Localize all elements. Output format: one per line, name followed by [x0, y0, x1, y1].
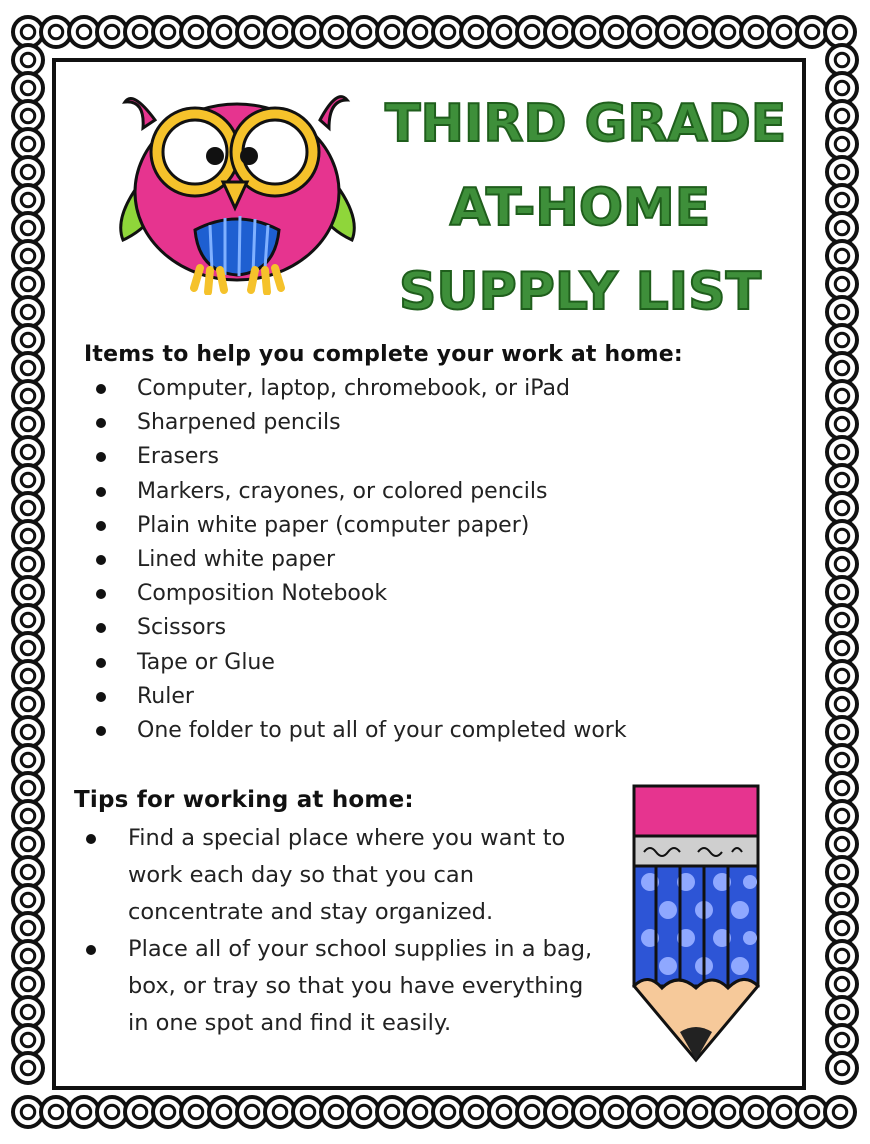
- border-loop: [69, 1097, 99, 1127]
- border-loop: [769, 17, 799, 47]
- border-loop: [13, 1053, 43, 1083]
- border-loop: [13, 605, 43, 635]
- border-loop: [293, 1097, 323, 1127]
- border-loop: [827, 409, 857, 439]
- border-loop: [827, 437, 857, 467]
- supply-item: Ruler: [96, 680, 627, 714]
- border-loop: [13, 17, 43, 47]
- border-loop: [13, 157, 43, 187]
- owl-illustration: [115, 80, 360, 295]
- border-loop: [13, 325, 43, 355]
- border-loop: [827, 913, 857, 943]
- border-loop: [601, 17, 631, 47]
- border-loop: [827, 353, 857, 383]
- border-loop: [629, 17, 659, 47]
- border-loop: [827, 213, 857, 243]
- border-loop: [629, 1097, 659, 1127]
- supply-item: Tape or Glue: [96, 646, 627, 680]
- border-loop: [489, 17, 519, 47]
- border-loop: [827, 297, 857, 327]
- border-loop: [13, 885, 43, 915]
- border-loop: [769, 1097, 799, 1127]
- border-loop: [713, 1097, 743, 1127]
- border-loop: [97, 1097, 127, 1127]
- border-loop: [13, 913, 43, 943]
- border-loop: [41, 17, 71, 47]
- border-loop: [573, 1097, 603, 1127]
- border-loop: [209, 17, 239, 47]
- border-loop: [827, 129, 857, 159]
- border-loop: [13, 633, 43, 663]
- supply-item: Markers, crayones, or colored pencils: [96, 475, 627, 509]
- supply-item: Composition Notebook: [96, 577, 627, 611]
- pencil-illustration: [628, 782, 768, 1064]
- border-loop: [827, 45, 857, 75]
- border-loop: [657, 17, 687, 47]
- border-loop: [741, 1097, 771, 1127]
- supplies-list: [96, 372, 627, 748]
- border-loop: [827, 829, 857, 859]
- border-loop: [13, 73, 43, 103]
- title-line-1: THIRD GRADE: [385, 94, 787, 154]
- border-loop: [741, 17, 771, 47]
- border-loop: [13, 381, 43, 411]
- border-loop: [13, 857, 43, 887]
- border-loop: [13, 717, 43, 747]
- border-loop: [827, 1025, 857, 1055]
- border-loop: [827, 577, 857, 607]
- border-loop: [545, 17, 575, 47]
- border-loop: [827, 969, 857, 999]
- border-loop: [181, 1097, 211, 1127]
- border-loop: [461, 17, 491, 47]
- border-loop: [517, 1097, 547, 1127]
- title-line-2: AT-HOME: [449, 178, 711, 238]
- border-loop: [827, 661, 857, 691]
- border-loop: [657, 1097, 687, 1127]
- border-loop: [13, 829, 43, 859]
- border-loop: [827, 465, 857, 495]
- border-loop: [13, 661, 43, 691]
- border-loop: [13, 773, 43, 803]
- border-loop: [377, 17, 407, 47]
- border-loop: [13, 493, 43, 523]
- border-loop: [13, 409, 43, 439]
- border-loop: [685, 17, 715, 47]
- border-loop: [489, 1097, 519, 1127]
- border-loop: [41, 1097, 71, 1127]
- border-loop: [827, 745, 857, 775]
- tip-item: Place all of your school supplies in a bag, box, or tray so that you have everything in one spot and find it easily.: [86, 931, 596, 1042]
- border-loop: [13, 521, 43, 551]
- border-loop: [827, 521, 857, 551]
- tips-heading: Tips for working at home:: [74, 787, 414, 813]
- border-loop: [827, 857, 857, 887]
- border-loop: [827, 605, 857, 635]
- border-loop: [321, 1097, 351, 1127]
- border-loop: [13, 1025, 43, 1055]
- title-line-3: SUPPLY LIST: [398, 262, 762, 322]
- border-loop: [13, 689, 43, 719]
- border-loop: [13, 969, 43, 999]
- border-loop: [237, 17, 267, 47]
- border-loop: [13, 745, 43, 775]
- border-loop: [125, 1097, 155, 1127]
- tips-list: [86, 820, 596, 1042]
- border-loop: [13, 941, 43, 971]
- border-loop: [405, 17, 435, 47]
- supply-item: Scissors: [96, 611, 627, 645]
- border-loop: [13, 1097, 43, 1127]
- border-loop: [797, 1097, 827, 1127]
- border-loop: [827, 773, 857, 803]
- border-loop: [433, 1097, 463, 1127]
- border-loop: [433, 17, 463, 47]
- border-loop: [97, 17, 127, 47]
- border-loop: [265, 17, 295, 47]
- border-loop: [827, 997, 857, 1027]
- border-loop: [13, 269, 43, 299]
- border-loop: [827, 689, 857, 719]
- border-loop: [13, 801, 43, 831]
- supply-item: Computer, laptop, chromebook, or iPad: [96, 372, 627, 406]
- border-loop: [209, 1097, 239, 1127]
- supply-item: One folder to put all of your completed work: [96, 714, 627, 748]
- border-loop: [825, 1097, 855, 1127]
- border-loop: [13, 997, 43, 1027]
- border-loop: [13, 577, 43, 607]
- border-loop: [827, 185, 857, 215]
- page-title: [385, 82, 787, 334]
- supply-item: Sharpened pencils: [96, 406, 627, 440]
- border-loop: [461, 1097, 491, 1127]
- border-loop: [153, 1097, 183, 1127]
- border-loop: [827, 73, 857, 103]
- border-loop: [293, 17, 323, 47]
- border-loop: [573, 17, 603, 47]
- border-loop: [13, 465, 43, 495]
- border-loop: [827, 101, 857, 131]
- border-loop: [827, 801, 857, 831]
- border-loop: [13, 549, 43, 579]
- border-loop: [797, 17, 827, 47]
- border-loop: [13, 353, 43, 383]
- border-loop: [153, 17, 183, 47]
- border-loop: [181, 17, 211, 47]
- border-loop: [825, 17, 855, 47]
- border-loop: [13, 241, 43, 271]
- border-loop: [827, 941, 857, 971]
- border-loop: [827, 157, 857, 187]
- border-loop: [685, 1097, 715, 1127]
- border-loop: [827, 717, 857, 747]
- border-loop: [349, 1097, 379, 1127]
- border-loop: [827, 269, 857, 299]
- border-loop: [265, 1097, 295, 1127]
- supplies-heading: Items to help you complete your work at home:: [84, 342, 683, 367]
- border-loop: [237, 1097, 267, 1127]
- border-loop: [13, 297, 43, 327]
- border-loop: [377, 1097, 407, 1127]
- border-loop: [405, 1097, 435, 1127]
- border-loop: [13, 129, 43, 159]
- border-loop: [125, 17, 155, 47]
- border-loop: [545, 1097, 575, 1127]
- border-loop: [827, 549, 857, 579]
- border-loop: [13, 437, 43, 467]
- border-loop: [827, 1053, 857, 1083]
- border-loop: [349, 17, 379, 47]
- tip-item: Find a special place where you want to work each day so that you can concentrate and stay organized.: [86, 820, 596, 931]
- border-loop: [69, 17, 99, 47]
- supply-item: Plain white paper (computer paper): [96, 509, 627, 543]
- border-loop: [13, 213, 43, 243]
- border-loop: [13, 101, 43, 131]
- border-loop: [601, 1097, 631, 1127]
- border-loop: [827, 241, 857, 271]
- border-loop: [713, 17, 743, 47]
- border-loop: [827, 325, 857, 355]
- border-loop: [321, 17, 351, 47]
- border-loop: [827, 381, 857, 411]
- border-loop: [517, 17, 547, 47]
- supply-item: Erasers: [96, 440, 627, 474]
- supply-item: Lined white paper: [96, 543, 627, 577]
- border-loop: [13, 185, 43, 215]
- border-loop: [827, 885, 857, 915]
- border-loop: [827, 633, 857, 663]
- border-loop: [13, 45, 43, 75]
- border-loop: [827, 493, 857, 523]
